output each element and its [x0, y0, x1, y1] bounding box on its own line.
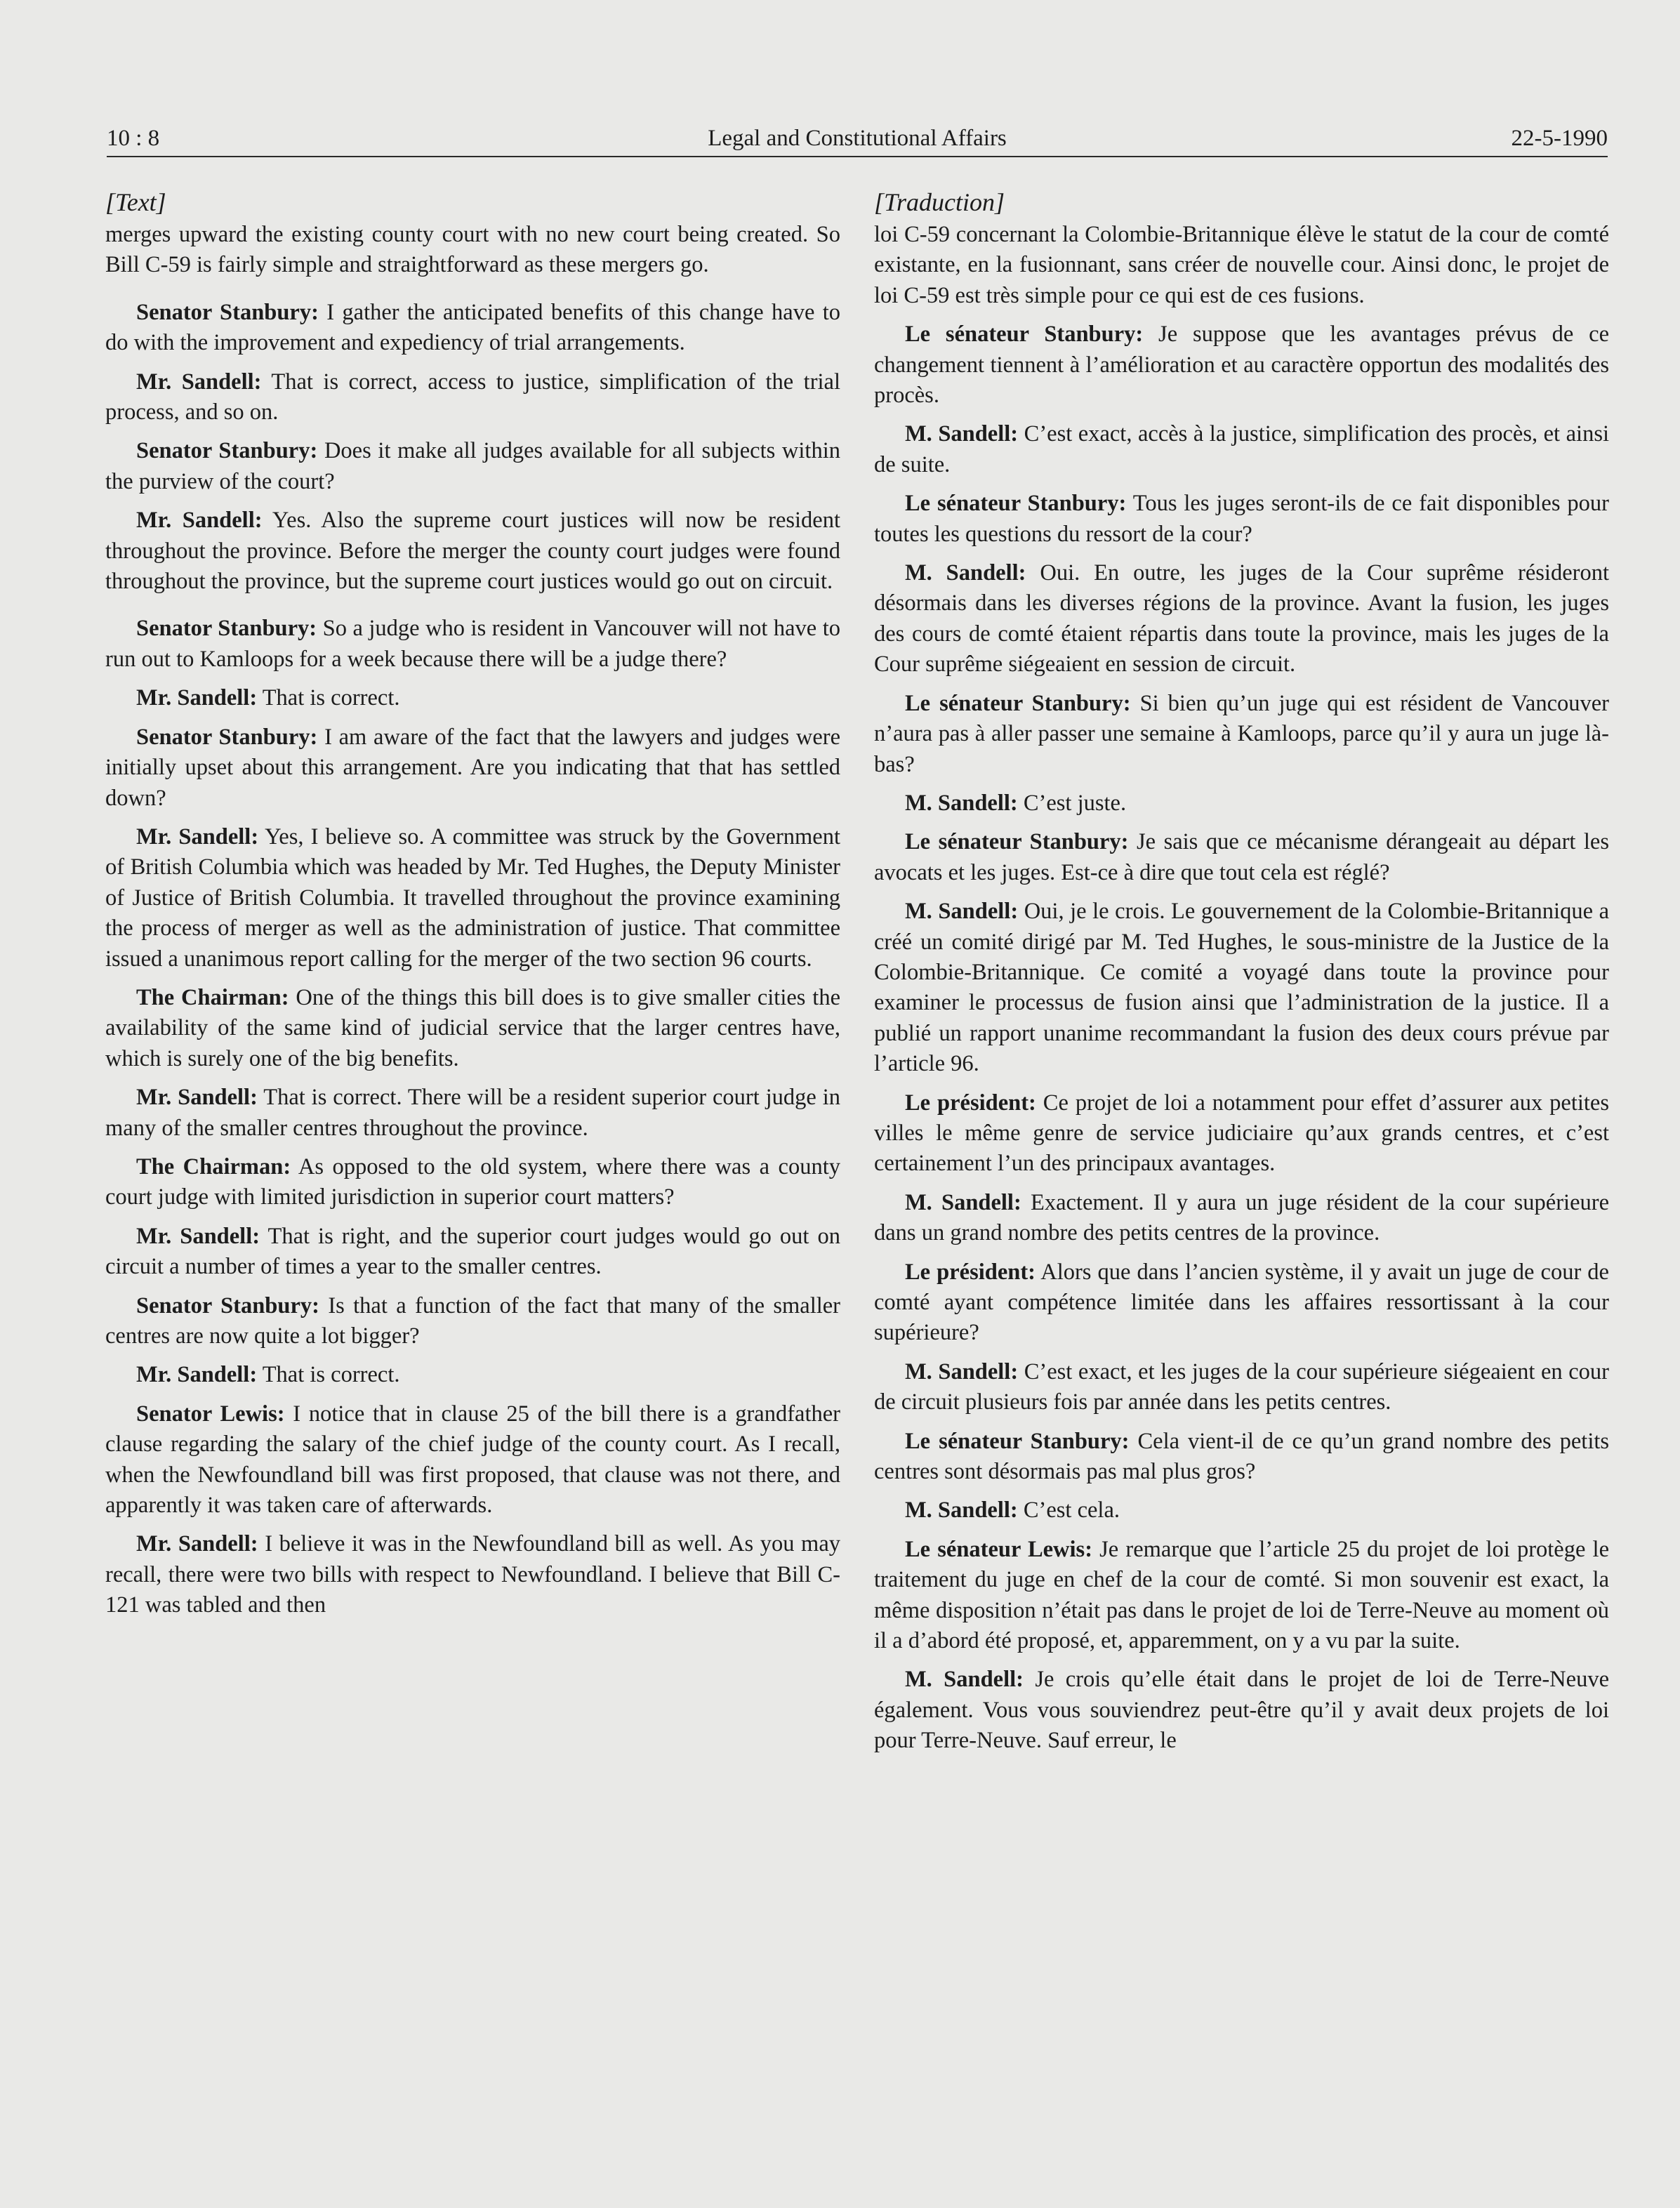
- speech-text: Cela vient-il de ce qu’un grand nombre des petits centres sont désormais pas mal plus gros?: [874, 1428, 1610, 1485]
- english-paragraphs: [105, 220, 840, 1621]
- transcript-paragraph: [105, 1360, 840, 1390]
- transcript-paragraph: [874, 1088, 1609, 1179]
- transcript-paragraph: [874, 1188, 1609, 1249]
- transcript-paragraph: [874, 1427, 1609, 1488]
- transcript-paragraph: [105, 220, 840, 281]
- speech-text: Je suppose que les avantages prévus de ce changement tiennent à l’amélioration et au caractère opportun des modalités des procès.: [874, 322, 1610, 409]
- speaker-name: Mr. Sandell:: [136, 369, 262, 395]
- speech-text: Tous les juges seront-ils de ce fait disponibles pour toutes les questions du ressort de la cour?: [874, 491, 1609, 547]
- speech-text: I notice that in clause 25 of the bill there is a grandfather clause regarding the salary of the chief judge of the county court. As I recall, when the Newfoundland bill was first proposed, that clause was not there, and apparently it was taken care of afterwards.: [105, 1401, 840, 1519]
- speaker-name: Senator Stanbury:: [136, 1293, 319, 1318]
- transcript-paragraph: [874, 558, 1609, 680]
- transcript-paragraph: [874, 489, 1609, 550]
- transcript-paragraph: [874, 689, 1609, 780]
- speech-text: That is correct, access to justice, simplification of the trial process, and so on.: [105, 369, 841, 425]
- speaker-name: Mr. Sandell:: [136, 1085, 258, 1111]
- transcript-paragraph: [105, 1222, 840, 1283]
- speaker-name: Mr. Sandell:: [136, 1223, 260, 1249]
- speech-text: So a judge who is resident in Vancouver will not have to run out to Kamloops for a week because there will be a judge there?: [105, 616, 841, 672]
- french-paragraphs: [874, 220, 1609, 1757]
- speech-text: I am aware of the fact that the lawyers and judges were initially upset about this arrangement. Are you indicating that that has settled down?: [105, 724, 841, 811]
- speaker-name: M. Sandell:: [905, 1667, 1024, 1693]
- speaker-name: M. Sandell:: [905, 1358, 1019, 1384]
- transcript-paragraph: [874, 419, 1609, 480]
- speaker-name: Mr. Sandell:: [136, 824, 259, 850]
- speech-text: One of the things this bill does is to give smaller cities the availability of the same kind of judicial service that the larger centres have, which is surely one of the big benefits.: [105, 984, 841, 1071]
- speech-text: merges upward the existing county court with no new court being created. So Bill C-59 is fairly simple and straightforward as these mergers go.: [105, 222, 840, 278]
- speech-text: Oui. En outre, les juges de la Cour suprême résideront désormais dans les diverses régions de la province. Avant la fusion, les juges des cours de comté étaient répartis dans toute la province, mais les juges de la Cour suprême siégeaient en session de circuit.: [874, 560, 1609, 677]
- speech-text: That is right, and the superior court judges would go out on circuit a number of times a year to the smaller centres.: [105, 1223, 840, 1280]
- speaker-name: Mr. Sandell:: [136, 1362, 258, 1388]
- speaker-name: M. Sandell:: [905, 421, 1019, 447]
- transcript-paragraph: [105, 1291, 840, 1352]
- speaker-name: Le sénateur Stanbury:: [905, 1428, 1130, 1454]
- speech-text: Oui, je le crois. Le gouvernement de la Colombie-Britannique a créé un comité dirigé par M. Ted Hughes, le sous-ministre de la Justice de la Colombie-Britannique. Ce comité a voyagé dans toute la province pour examiner le processus de fusion ainsi que l’administration de la justice. Il a publié un rapport unanime recommandant la fusion des deux cours prévue par l’article 96.: [874, 899, 1609, 1077]
- speech-text: Yes. Also the supreme court justices will now be resident throughout the province. Before the merger the county court judges were found throughout the province, but the supreme court justices would go out on circuit.: [105, 508, 841, 595]
- transcript-paragraph: [874, 1257, 1609, 1349]
- speaker-name: The Chairman:: [136, 984, 289, 1010]
- french-column: [874, 186, 1609, 1765]
- transcript-paragraph: [874, 827, 1609, 888]
- speech-text: Je crois qu’elle était dans le projet de loi de Terre-Neuve également. Vous vous souviendrez peut-être qu’il y avait deux projets de loi pour Terre-Neuve. Sauf erreur, le: [874, 1667, 1610, 1754]
- speaker-name: M. Sandell:: [905, 1498, 1018, 1523]
- speaker-name: Le sénateur Stanbury:: [905, 829, 1129, 855]
- text-marker: [Text]: [105, 188, 166, 216]
- transcript-paragraph: [874, 1535, 1609, 1657]
- speech-text: That is correct.: [262, 685, 400, 711]
- transcript-paragraph: [874, 788, 1609, 819]
- speaker-name: Senator Lewis:: [136, 1401, 285, 1427]
- speech-text: Exactement. Il y aura un juge résident de la cour supérieure dans un grand nombre des petits centres de la province.: [874, 1189, 1609, 1246]
- transcript-paragraph: [874, 1665, 1609, 1756]
- transcript-paragraph: [105, 614, 840, 675]
- transcript-paragraph: [874, 897, 1609, 1079]
- transcript-paragraph: [105, 505, 840, 597]
- speaker-name: Le président:: [905, 1090, 1036, 1116]
- transcript-paragraph: [105, 722, 840, 814]
- page-header: [107, 112, 1608, 157]
- transcript-paragraph: [105, 367, 840, 428]
- speech-text: Yes, I believe so. A committee was struck by the Government of British Columbia which was headed by Mr. Ted Hughes, the Deputy Minister of Justice of British Columbia. It travelled throughout the province examining the process of merger as well as the administration of justice. That committee issued a unanimous report calling for the merger of the two section 96 courts.: [105, 824, 840, 972]
- transcript-paragraph: [105, 298, 840, 359]
- transcript-paragraph: [874, 220, 1609, 311]
- speaker-name: Le sénateur Stanbury:: [905, 322, 1144, 348]
- transcript-paragraph: [105, 1529, 840, 1620]
- speech-text: Si bien qu’un juge qui est résident de Vancouver n’aura pas à aller passer une semaine à Kamloops, parce qu’il y aura un juge là-bas?: [874, 690, 1610, 777]
- speech-text: I believe it was in the Newfoundland bill as well. As you may recall, there were two bills with respect to Newfoundland. I believe that Bill C-121 was tabled and then: [105, 1531, 840, 1618]
- speaker-name: M. Sandell:: [905, 899, 1019, 925]
- transcript-paragraph: [105, 1083, 840, 1144]
- speaker-name: M. Sandell:: [905, 560, 1026, 586]
- speaker-name: Le président:: [905, 1259, 1036, 1285]
- speaker-name: Mr. Sandell:: [136, 685, 258, 711]
- traduction-marker: [Traduction]: [874, 188, 1005, 216]
- speaker-name: Senator Stanbury:: [136, 438, 318, 464]
- speaker-name: M. Sandell:: [905, 790, 1018, 816]
- speech-text: loi C-59 concernant la Colombie-Britannique élève le statut de la cour de comté existante, en la fusionnant, sans créer de nouvelle cour. Ainsi donc, le projet de loi C-59 est très simple pour ce qui est de ces fusions.: [874, 222, 1609, 308]
- speaker-name: The Chairman:: [136, 1153, 291, 1179]
- transcript-paragraph: [874, 319, 1609, 411]
- speech-text: Does it make all judges available for all subjects within the purview of the court?: [105, 438, 840, 494]
- speech-text: Is that a function of the fact that many of the smaller centres are now quite a lot bigger?: [105, 1293, 841, 1349]
- speech-text: C’est exact, et les juges de la cour supérieure siégeaient en cour de circuit plusieurs fois par année dans les petits centres.: [874, 1358, 1610, 1415]
- transcript-paragraph: [105, 436, 840, 497]
- speaker-name: M. Sandell:: [905, 1189, 1021, 1215]
- speech-text: That is correct. There will be a resident superior court judge in many of the smaller centres throughout the province.: [105, 1085, 841, 1141]
- speaker-name: Le sénateur Stanbury:: [905, 690, 1131, 716]
- transcript-paragraph: [105, 983, 840, 1074]
- english-column: [105, 186, 840, 1629]
- speaker-name: Mr. Sandell:: [136, 508, 263, 534]
- transcript-paragraph: [105, 683, 840, 713]
- speech-text: Alors que dans l’ancien système, il y avait un juge de cour de comté ayant compétence limitée dans les affaires ressortissant à la cour supérieure?: [874, 1259, 1609, 1346]
- speech-text: Je remarque que l’article 25 du projet de loi protège le traitement du juge en chef de la cour de comté. Si mon souvenir est exact, la même disposition n’était pas dans le projet de loi de Terre-Neuve au moment où il a d’abord été proposé, et, apparemment, on y a vu par la suite.: [874, 1536, 1609, 1654]
- speech-text: I gather the anticipated benefits of this change have to do with the improvement and expediency of trial arrangements.: [105, 299, 841, 356]
- issue-date: 22-5-1990: [1511, 126, 1608, 151]
- speaker-name: Senator Stanbury:: [136, 299, 319, 325]
- transcript-paragraph: [105, 822, 840, 974]
- transcript-paragraph: [105, 1399, 840, 1521]
- speaker-name: Le sénateur Stanbury:: [905, 491, 1127, 517]
- transcript-paragraph: [874, 1357, 1609, 1418]
- page-number: 10 : 8: [107, 126, 160, 151]
- transcript-paragraph: [874, 1495, 1609, 1526]
- speech-text: C’est cela.: [1023, 1498, 1120, 1523]
- speech-text: Ce projet de loi a notamment pour effet d’assurer aux petites villes le même genre de service judiciaire qu’aux grands centres, et c’est certainement l’un des principaux avantages.: [874, 1090, 1609, 1177]
- speech-text: C’est juste.: [1023, 790, 1127, 816]
- speech-text: Je sais que ce mécanisme dérangeait au départ les avocats et les juges. Est-ce à dire que tout cela est réglé?: [874, 829, 1610, 885]
- speech-text: That is correct.: [262, 1362, 400, 1388]
- speech-text: As opposed to the old system, where there was a county court judge with limited jurisdiction in superior court matters?: [105, 1153, 840, 1210]
- speech-text: C’est exact, accès à la justice, simplification des procès, et ainsi de suite.: [874, 421, 1609, 477]
- publication-title: Legal and Constitutional Affairs: [708, 126, 1007, 151]
- speaker-name: Le sénateur Lewis:: [905, 1536, 1093, 1562]
- transcript-paragraph: [105, 1152, 840, 1213]
- speaker-name: Senator Stanbury:: [136, 724, 318, 750]
- speaker-name: Mr. Sandell:: [136, 1531, 258, 1557]
- speaker-name: Senator Stanbury:: [136, 616, 317, 642]
